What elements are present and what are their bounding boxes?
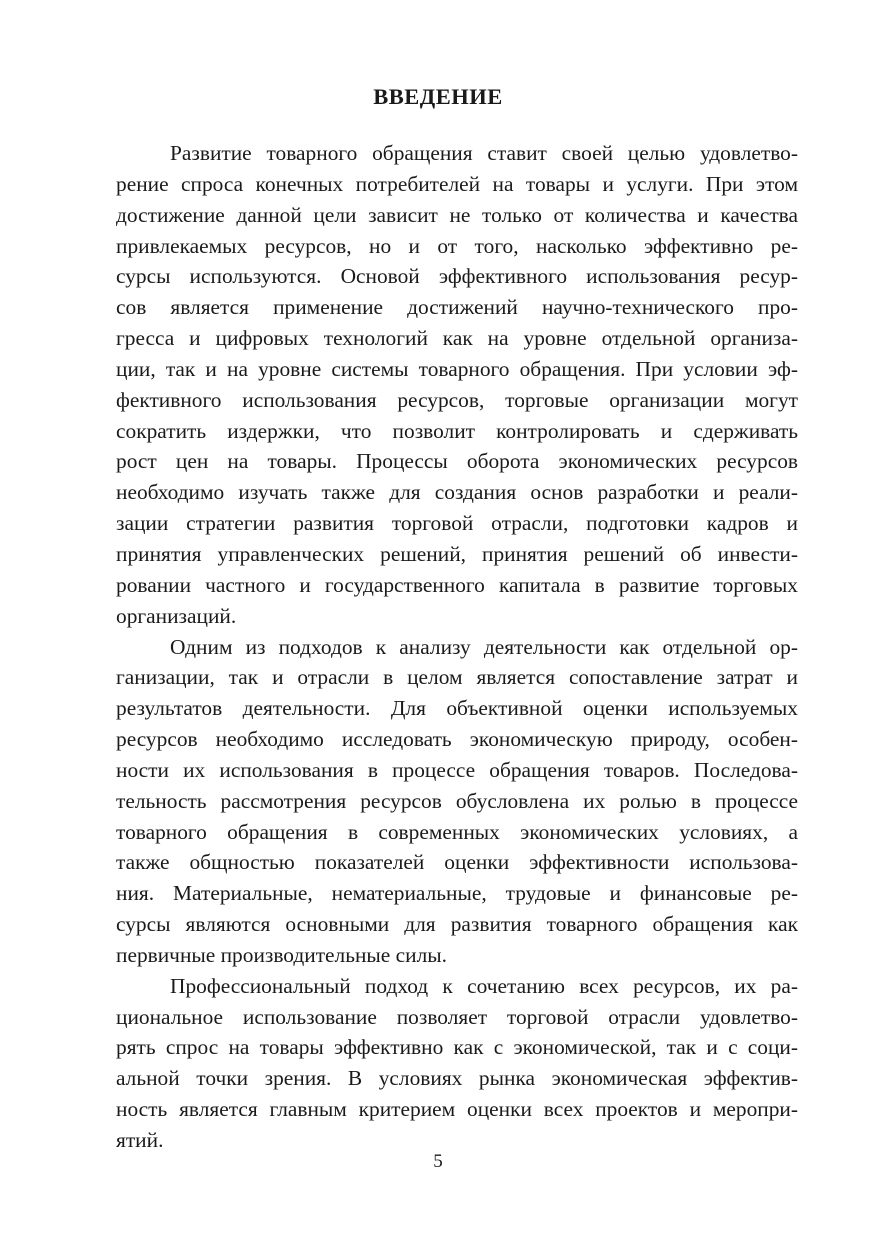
text-line: сурсы являются основными для развития товарного обращения как [116, 912, 798, 937]
text-line: первичные производительные силы. [116, 942, 447, 967]
text-line: зации стратегии развития торговой отрасли, подготовки кадров и [116, 511, 798, 536]
text-line: сов является применение достижений научно-технического про- [116, 295, 798, 320]
text-line: ния. Материальные, нематериальные, трудовые и финансовые ре- [116, 881, 798, 906]
text-line: фективного использования ресурсов, торговые организации могут [116, 387, 798, 412]
text-line: организаций. [116, 603, 237, 628]
text-line: результатов деятельности. Для объективной оценки используемых [116, 696, 798, 721]
text-line: сократить издержки, что позволит контролировать и сдерживать [116, 418, 798, 443]
text-line: товарного обращения в современных экономических условиях, а [116, 819, 798, 844]
text-line: рост цен на товары. Процессы оборота экономических ресурсов [116, 449, 798, 474]
paragraph [116, 138, 798, 632]
text-line: ганизации, так и отрасли в целом является сопоставление затрат и [116, 665, 798, 690]
text-line: рять спрос на товары эффективно как с экономической, так и с соци- [116, 1035, 798, 1060]
text-line: ность является главным критерием оценки всех проектов и меропри- [116, 1097, 798, 1122]
text-line: альной точки зрения. В условиях рынка экономическая эффектив- [116, 1066, 798, 1091]
text-line: принятия управленческих решений, принятия решений об инвести- [116, 541, 798, 566]
text-line: ности их использования в процессе обращения товаров. Последова- [116, 757, 798, 782]
text-line: ции, так и на уровне системы товарного обращения. При условии эф- [116, 356, 798, 381]
text-line: ресурсов необходимо исследовать экономическую природу, особен- [116, 727, 798, 752]
text-line: достижение данной цели зависит не только от количества и качества [116, 202, 798, 227]
text-line: ятий. [116, 1128, 164, 1152]
text-line: привлекаемых ресурсов, но и от того, насколько эффективно ре- [116, 233, 798, 258]
text-line: циональное использование позволяет торговой отрасли удовлетво- [116, 1004, 798, 1029]
text-line: также общностью показателей оценки эффективности использова- [116, 850, 798, 875]
text-line: тельность рассмотрения ресурсов обусловлена их ролью в процессе [116, 788, 798, 813]
paragraph [116, 971, 798, 1156]
paragraph [116, 632, 798, 971]
text-line: рение спроса конечных потребителей на товары и услуги. При этом [116, 171, 798, 196]
body-text [116, 138, 798, 1156]
text-line: гресса и цифровых технологий как на уровне отдельной организа- [116, 326, 798, 351]
text-line: сурсы используются. Основой эффективного использования ресур- [116, 264, 798, 289]
text-line: ровании частного и государственного капитала в развитие торговых [116, 572, 798, 597]
text-line: необходимо изучать также для создания основ разработки и реали- [116, 480, 798, 505]
text-line: Развитие товарного обращения ставит своей целью удовлетво- [170, 141, 798, 165]
section-heading: ВВЕДЕНИЕ [373, 84, 503, 109]
text-line: Профессиональный подход к сочетанию всех ресурсов, их ра- [170, 973, 798, 998]
page-number: 5 [433, 1151, 443, 1172]
text-line: Одним из подходов к анализу деятельности как отдельной ор- [170, 634, 798, 659]
